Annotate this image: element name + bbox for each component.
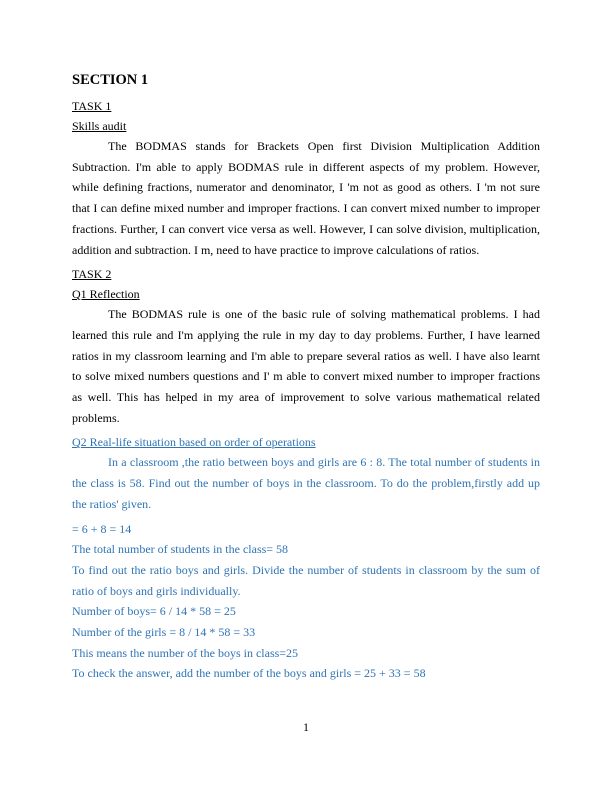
task2-heading: TASK 2: [72, 267, 112, 282]
page-number: 1: [303, 720, 309, 734]
q2-paragraph: In a classroom ,the ratio between boys and girls are 6 : 8. The total number of students in the class is 58. Find out the number of boys in the classroom. To do the problem,firstly add up the ratios' given.: [72, 455, 540, 511]
q2-line: This means the number of the boys in class=25: [72, 645, 299, 660]
q1-reflection-paragraph: The BODMAS rule is one of the basic rule of solving mathematical problems. I had learned this rule and I'm applying the rule in my day to day problems. Further, I have learned ratios in my classroom learning and I'm able to prepare several ratios as well. I have also learnt to solve mixed numbers questions and I' m able to convert mixed number to improper fractions as well. This has helped in my area of improvement to solve various mathematical related problems.: [72, 307, 540, 425]
section-title: SECTION 1: [72, 72, 149, 88]
document-page: [72, 70, 540, 684]
skills-audit-heading: Skills audit: [72, 119, 127, 133]
q2-line: Number of boys= 6 / 14 * 58 = 25: [72, 604, 236, 619]
q2-line: To find out the ratio boys and girls. Divide the number of students in classroom by the sum of ratio of boys and girls individually.: [72, 562, 540, 598]
q2-line: Number of the girls = 8 / 14 * 58 = 33: [72, 625, 256, 640]
q2-line: To check the answer, add the number of the boys and girls = 25 + 33 = 58: [72, 666, 426, 681]
q2-line: The total number of students in the class= 58: [72, 542, 289, 557]
q1-reflection-heading: Q1 Reflection: [72, 287, 140, 302]
task1-heading: TASK 1: [72, 99, 112, 113]
skills-audit-paragraph: The BODMAS stands for Brackets Open first Division Multiplication Addition Subtraction. I'm able to apply BODMAS rule in different aspects of my problem. However, while defining fractions, numerator and denominator, I 'm not as good as others. I 'm not sure that I can define mixed number and improper fractions. I can convert mixed number to improper fractions. Further, I can convert vice versa as well. However, I can solve division, multiplication, addition and subtraction. I m, need to have practice to improve calculations of ratios.: [72, 139, 540, 257]
q2-line: = 6 + 8 = 14: [72, 521, 132, 536]
q2-heading: Q2 Real-life situation based on order of operations: [72, 435, 316, 450]
